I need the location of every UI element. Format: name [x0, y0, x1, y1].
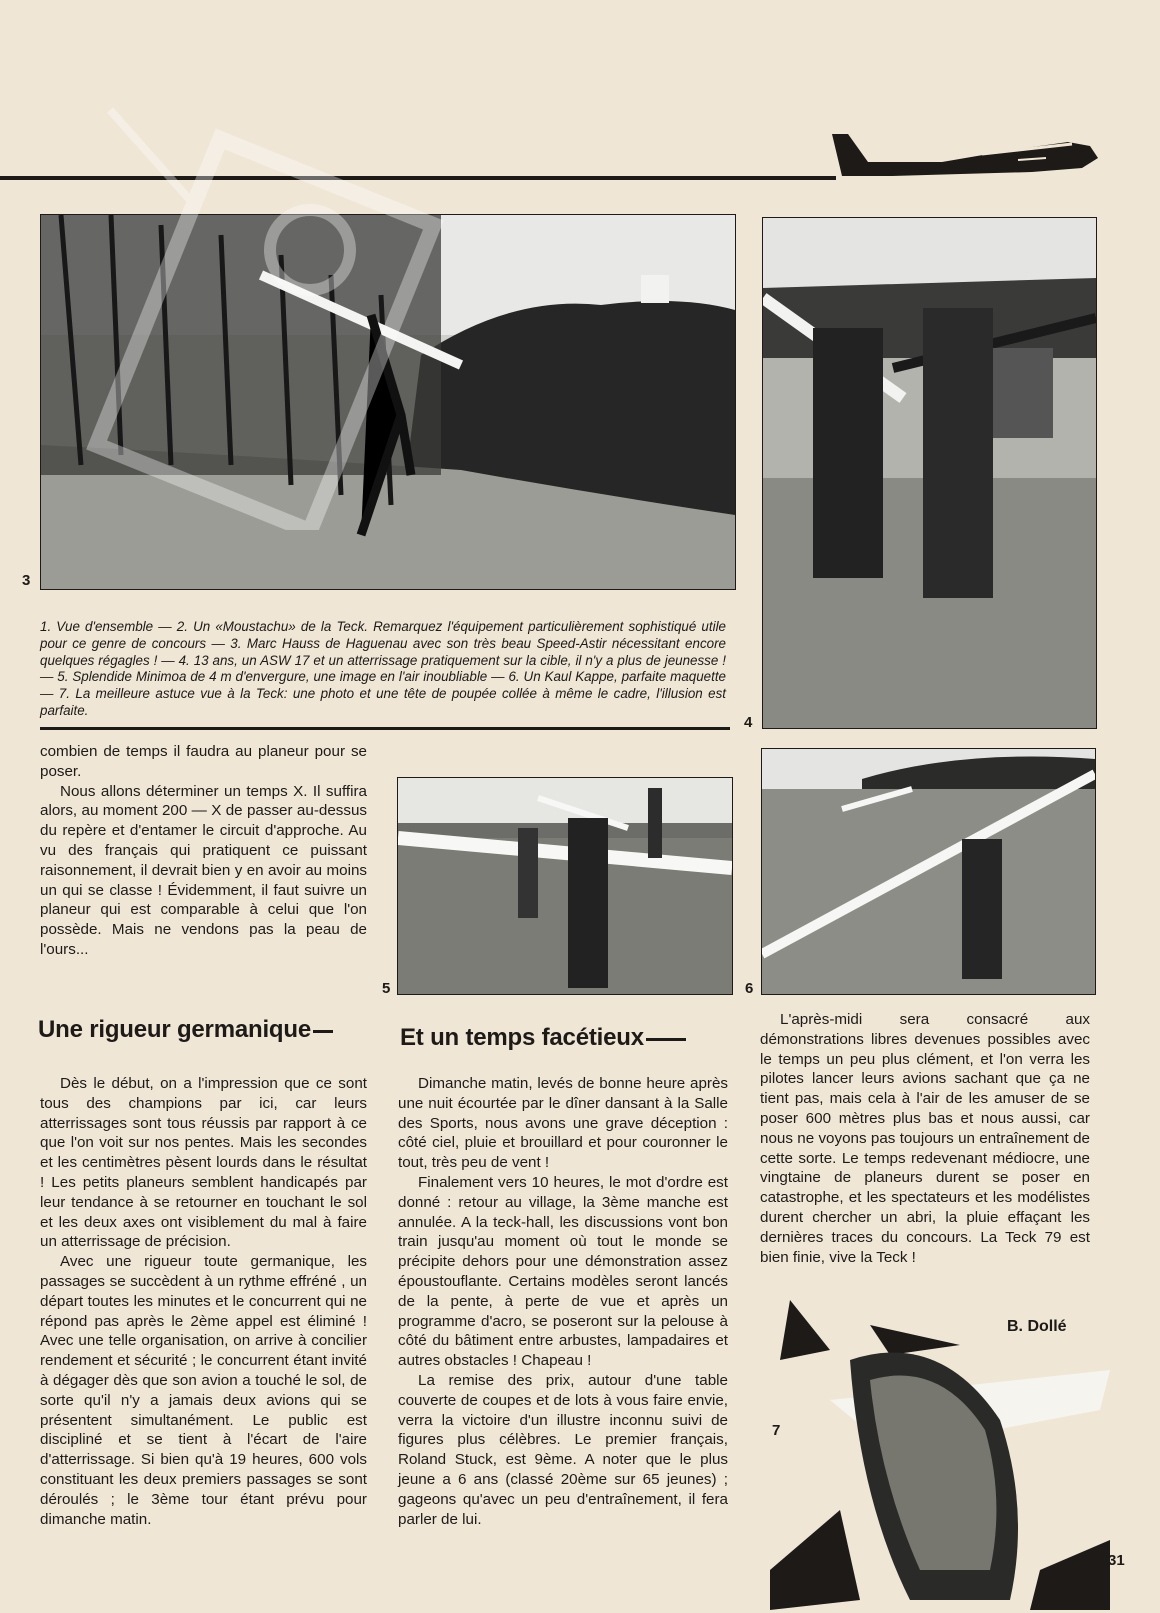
column-1-body — [40, 1074, 367, 1529]
temps-paragraph-2: Finalement vers 10 heures, le mot d'ordre est donné : retour au village, la 3ème manche est annulée. A la teck-hall, les discussions vont bon train jusqu'au moment où tout le monde se précipite dehors pour une démonstration assez époustouflante. Certains modèles seront lancés de la pente, à perte de vue et après un programme d'acro, se poseront sur la pelouse à côté du bâtiment entre arbustes, lampadaires et autres obstacles ! Chapeau ! — [398, 1173, 728, 1370]
photo-label-4: 4 — [744, 714, 753, 731]
column-3-body — [760, 1010, 1090, 1267]
photo-5 — [397, 777, 733, 995]
header-rule — [0, 176, 836, 180]
photo-3 — [40, 214, 736, 590]
column-1-intro — [40, 742, 367, 960]
intro-paragraph-2: Nous allons déterminer un temps X. Il suffira alors, au moment 200 — X de passer au-dessus du repère et d'entamer le circuit d'approche. Au vu des français qui pratiquent ce puissant raisonnement, il devrait bien y en avoir au moins un qui se classe ! Évidemment, il faut suivre un planeur qui est comparable à celui que l'on possède. Mais ne vendons pas la peau de l'ours... — [40, 782, 367, 958]
intro-paragraph-1: combien de temps il faudra au planeur pour se poser. — [40, 743, 367, 780]
column-2-body — [398, 1074, 728, 1529]
rigueur-paragraph-1: Dès le début, on a l'impression que ce sont tous des champions par ici, car leurs atterrissages sont tous réussis par rapport à ce que l'on voit sur nos pentes. Mais les secondes et les centimètres pèsent lourds dans le résultat ! Les petits planeurs semblent handicapés par leur tendance à se retourner en touchant le sol et les deux axes ont visiblement du mal à faire un atterrissage de précision. — [40, 1075, 367, 1251]
photo-caption: 1. Vue d'ensemble — 2. Un «Moustachu» de la Teck. Remarquez l'équipement particulièrement sophistiqué utile pour ce genre de concours — 3. Marc Hauss de Haguenau avec son très beau Speed-Astir nécessitant encore quelques régagles ! — 4. 13 ans, un ASW 17 et un atterrissage pratiquement sur la cible, il n'y a plus de jeunesse ! — 5. Splendide Minimoa de 4 m d'envergure, une image en l'air inoubliable — 6. Un Kaul Kappe, parfaite maquette — 7. La meilleure astuce vue à la Teck: une photo et une tête de poupée collée à même le cadre, l'illusion est parfaite. — [40, 619, 726, 718]
temps-paragraph-3: La remise des prix, autour d'une table couverte de coupes et de lots à vous faire envie, verra la victoire d'un illustre inconnu suivi de figures plus célèbres. Le premier français, Roland Stuck, est 9ème. A noter que le plus jeune a 6 ans (classé 20ème sur 65 jeunes) ; gageons qu'avec un peu d'entraînement, il fera parler de lui. — [398, 1371, 728, 1528]
rigueur-paragraph-2: Avec une rigueur toute germanique, les passages se succèdent à un rythme effréné , un départ toutes les minutes et le concurrent qui ne répond pas après le 2ème appel est éliminé ! Avec une telle organisation, on arrive à concilier rendement et sécurité ; le concurrent étant invité à dégager dès que son avion a touché le sol, de sorte qu'il n'y a jamais deux avions qui se présentent simultanément. Le public est discipliné et se tient à l'écart de l'aire d'atterrissage. Si bien qu'à 19 heures, 600 vols constituant les deux premiers passages se sont déroulés ; le 3ème tour étant prévu pour dimanche matin. — [40, 1253, 367, 1528]
apres-midi-paragraph: L'après-midi sera consacré aux démonstrations libres devenues possibles avec le temps un peu plus clément, et l'on verra les pilotes lancer leurs avions sachant que ça ne tient pas, mais cela à l'air de les amuser de se poser 600 mètres plus bas et nous aussi, car nous ne voyons pas toujours un entraînement de cette sorte. Le temps redevenant médiocre, une vingtaine de planeurs durent se poser en catastrophe, et les spectateurs et les modélistes durent chercher un abri, la pluie effaçant les dernières traces du concours. La Teck 79 est bien finie, vive la Teck ! — [760, 1011, 1090, 1266]
photo-6 — [761, 748, 1096, 995]
temps-paragraph-1: Dimanche matin, levés de bonne heure après une nuit écourtée par le dîner dansant à la Salle des Sports, nous avons une grave déception : côté ciel, pluie et brouillard et pour couronner le tout, très peu de vent ! — [398, 1075, 728, 1172]
photo-label-6: 6 — [745, 980, 754, 997]
glider-silhouette-icon — [832, 132, 1102, 184]
section-heading-temps-text: Et un temps facétieux — [400, 1024, 644, 1051]
photo-7-glider-cutout — [770, 1300, 1110, 1610]
section-heading-temps — [400, 1024, 686, 1052]
photo-label-3: 3 — [22, 572, 31, 589]
caption-rule — [40, 727, 730, 730]
photo-label-7: 7 — [772, 1422, 781, 1439]
page-number: 31 — [1108, 1552, 1125, 1569]
photo-4 — [762, 217, 1097, 729]
section-heading-rigueur — [38, 1016, 333, 1044]
author-signature: B. Dollé — [1007, 1318, 1067, 1335]
section-heading-rigueur-text: Une rigueur germanique — [38, 1016, 311, 1043]
photo-label-5: 5 — [382, 980, 391, 997]
